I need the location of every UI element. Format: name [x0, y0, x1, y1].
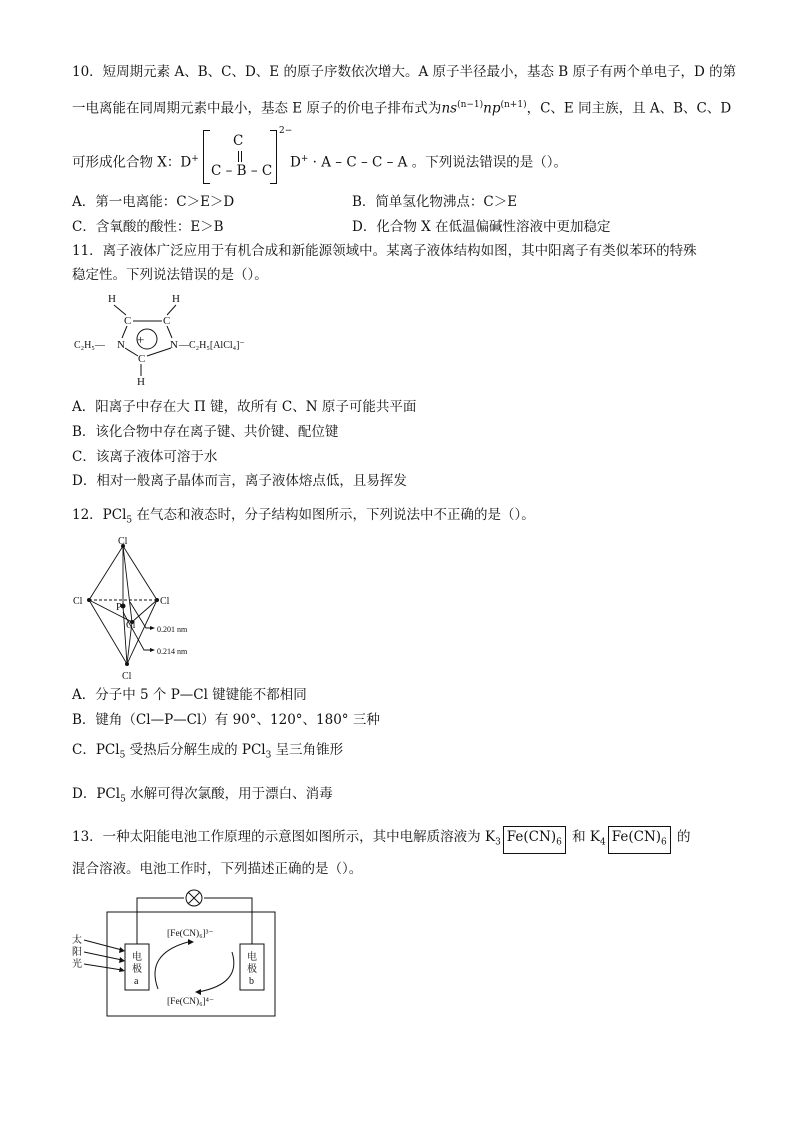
compound-x-structure	[203, 126, 293, 184]
q10-option-c: C．含氧酸的酸性：E＞B	[72, 219, 224, 235]
ns-symbol: ns	[441, 100, 458, 117]
solar-cell-diagram	[70, 884, 285, 1020]
fe-cn6-bracket-1: $Fe(CN)_6$	[503, 826, 566, 854]
fe-cn6-bracket-2: $Fe(CN)_6$	[608, 826, 671, 854]
q10-line2b: ，C、E 同主族，且 A、B、C、D	[526, 100, 732, 117]
svg-text:电: 电	[132, 952, 142, 963]
q12-option-c: C．PCl$_5$ 受热后分解生成的 PCl$_3$ 呈三角锥形	[72, 742, 344, 761]
struct-charge: 2−	[279, 126, 293, 136]
q10-option-d: D．化合物 X 在低温偏碱性溶液中更加稳定	[352, 219, 611, 235]
cl-right: Cl	[160, 596, 170, 607]
q13-line2: 混合溶液。电池工作时，下列描述正确的是（）。	[72, 861, 363, 877]
q11-option-c: C．该离子液体可溶于水	[72, 449, 218, 465]
q10-option-a: A．第一电离能：C＞E＞D	[72, 194, 235, 210]
c-right: C	[163, 315, 171, 327]
c-bottom: C	[138, 353, 146, 365]
right-ethyl: —C₂H₅[AlCl₄]⁻	[179, 340, 245, 351]
q10-option-b: B．简单氢化物沸点：C＞E	[352, 194, 518, 210]
p-center: P	[116, 602, 122, 613]
distance-0201: 0.201 nm	[157, 625, 188, 634]
struct-top-c: C	[233, 133, 244, 149]
plus-sign: +	[137, 332, 145, 347]
svg-text:b: b	[249, 976, 254, 987]
svg-text:极: 极	[132, 964, 142, 975]
svg-text:a: a	[134, 976, 139, 987]
cl-bottom: Cl	[122, 671, 132, 682]
ns-sup: (n−1)	[457, 100, 484, 110]
q12-option-a: A．分子中 5 个 P—Cl 键键能不都相同	[72, 687, 307, 703]
sunlight-label-3: 光	[72, 959, 82, 970]
q11-option-d: D．相对一般离子晶体而言，离子液体熔点低，且易挥发	[72, 473, 407, 489]
n-left: N	[117, 339, 125, 351]
ion-fe4: [Fe(CN)₆]⁴⁻	[167, 997, 214, 1007]
c-left: C	[124, 315, 132, 327]
q12-option-d: D．PCl$_5$ 水解可得次氯酸，用于漂白、消毒	[72, 786, 333, 805]
svg-text:电: 电	[247, 952, 257, 963]
svg-text:极: 极	[247, 964, 257, 975]
np-symbol: np	[483, 100, 501, 117]
q11-line1: 11．离子液体广泛应用于有机合成和新能源领域中。某离子液体结构如图，其中阳离子有类似苯环的特殊	[72, 243, 697, 259]
cl-front: Cl	[126, 620, 136, 631]
q12-line1: 12．PCl$_5$ 在气态和液态时，分子结构如图所示，下列说法中不正确的是（）。	[72, 507, 535, 526]
q10-line2a: 一电离能在同周期元素中最小，基态 E 原子的价电子排布式为	[72, 100, 442, 117]
q11-option-a: A．阳离子中存在大 Π 键，故所有 C、N 原子可能共平面	[72, 399, 417, 415]
h-bottom: H	[137, 376, 145, 388]
pcl5-structure	[70, 536, 210, 682]
ion-fe3: [Fe(CN)₆]³⁻	[167, 929, 214, 939]
distance-0214: 0.214 nm	[157, 647, 188, 656]
q10-line2	[72, 96, 731, 118]
q12-option-b: B．键角（Cl—P—Cl）有 90°、120°、180° 三种	[72, 712, 380, 728]
left-ethyl: C₂H₅—	[74, 340, 105, 351]
h-top-left: H	[108, 293, 116, 305]
q11-line2: 稳定性。下列说法错误的是（）。	[72, 267, 268, 283]
sunlight-label-2: 阳	[72, 947, 82, 958]
q13-line1: 13．一种太阳能电池工作原理的示意图如图所示，其中电解质溶液为 $K_3$ $Fe(CN)_6$ 和 $K_4$ $Fe(CN)_6$ 的	[72, 826, 691, 854]
q10-line3a: 可形成化合物 X：D+	[72, 154, 199, 171]
cl-top: Cl	[118, 536, 128, 547]
n-right: N	[170, 339, 178, 351]
double-bond	[238, 151, 242, 162]
q11-option-b: B．该化合物中存在离子键、共价键、配位键	[72, 424, 339, 440]
struct-bottom: C – B – C	[211, 163, 273, 179]
np-sup: (n+1)	[500, 100, 527, 110]
ionic-liquid-structure	[70, 290, 270, 390]
sunlight-label-1: 太	[72, 935, 82, 946]
q10-line3b: D+ · A – C – C – A 。下列说法错误的是（）。	[290, 154, 567, 171]
cl-left: Cl	[73, 596, 83, 607]
q10-line1: 10．短周期元素 A、B、C、D、E 的原子序数依次增大。A 原子半径最小，基态 B 原子有两个单电子，D 的第	[72, 64, 737, 80]
h-top-right: H	[172, 293, 180, 305]
